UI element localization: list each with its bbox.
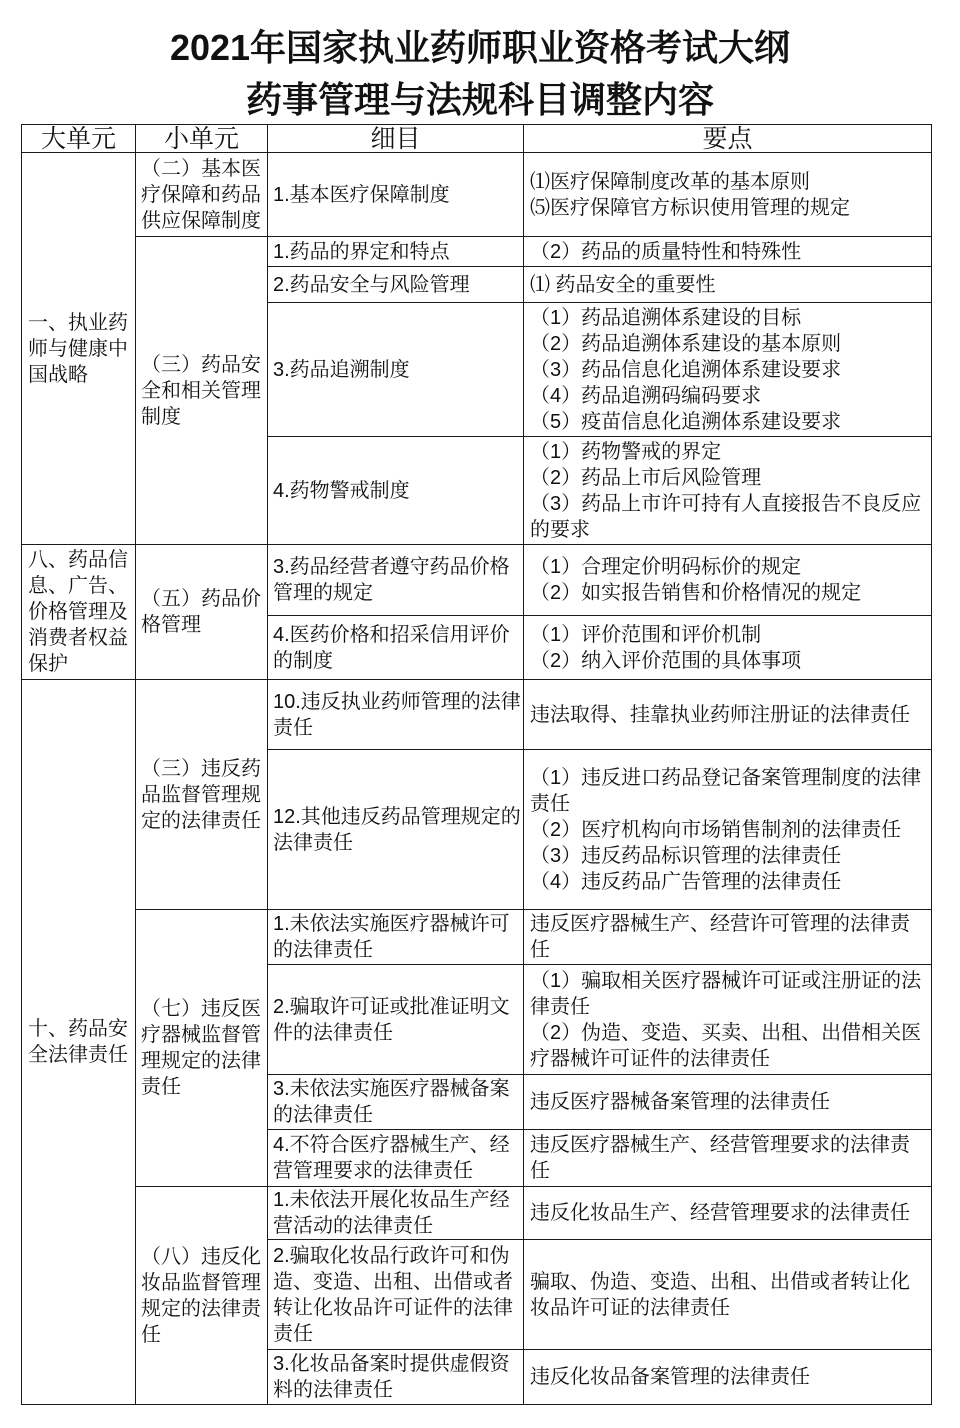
detail-label: 4.不符合医疗器械生产、经营管理要求的法律责任 — [273, 1134, 510, 1182]
point-item: 违反医疗器械生产、经营许可管理的法律责任 — [530, 913, 910, 961]
points-cell — [524, 616, 932, 680]
detail-label: 10.违反执业药师管理的法律责任 — [273, 690, 521, 739]
detail-cell — [268, 267, 524, 303]
detail-cell — [268, 750, 524, 910]
points-cell — [524, 680, 932, 750]
points-cell — [524, 1075, 932, 1130]
point-item: （2）伪造、变造、买卖、出租、出借相关医疗器械许可证件的法律责任 — [530, 1021, 922, 1070]
points-list — [530, 239, 929, 265]
subunit-cell — [136, 237, 268, 545]
title-line-2: 药事管理与法规科目调整内容 — [245, 79, 714, 120]
point-item: （1）评价范围和评价机制 — [530, 623, 762, 646]
detail-cell — [268, 965, 524, 1075]
unit-label: 十、药品安全法律责任 — [28, 1018, 128, 1066]
detail-cell — [268, 153, 524, 237]
detail-cell — [268, 910, 524, 965]
points-list — [530, 554, 929, 606]
point-item: （5）疫苗信息化追溯体系建设要求 — [530, 410, 842, 433]
points-cell — [524, 437, 932, 545]
point-item: （1）合理定价明码标价的规定 — [530, 556, 802, 578]
points-list — [530, 622, 929, 674]
points-list — [530, 702, 929, 728]
detail-label: 4.药物警戒制度 — [273, 479, 410, 502]
point-item: （2）如实报告销售和价格情况的规定 — [530, 582, 862, 604]
detail-label: 2.骗取许可证或批准证明文件的法律责任 — [273, 995, 510, 1044]
points-cell — [524, 267, 932, 303]
detail-cell — [268, 680, 524, 750]
point-item: 骗取、伪造、变造、出租、出借或者转让化妆品许可证的法律责任 — [530, 1270, 910, 1319]
points-cell — [524, 545, 932, 616]
point-item: （2）药品的质量特性和特殊性 — [530, 240, 802, 263]
unit-label: 八、药品信息、广告、价格管理及消费者权益保护 — [28, 549, 128, 675]
point-item: （1）骗取相关医疗器械许可证或注册证的法律责任 — [530, 969, 922, 1018]
point-item: （3）违反药品标识管理的法律责任 — [530, 844, 842, 867]
subunit-label: （七）违反医疗器械监督管理规定的法律责任 — [141, 998, 261, 1098]
detail-label: 1.未依法实施医疗器械许可的法律责任 — [273, 913, 510, 961]
detail-label: 12.其他违反药品管理规定的法律责任 — [273, 805, 521, 854]
points-list — [530, 1200, 929, 1226]
points-list — [530, 305, 929, 435]
detail-label: 2.药品安全与风险管理 — [273, 273, 470, 296]
points-list — [530, 765, 929, 895]
points-list — [530, 272, 929, 298]
detail-cell — [268, 1350, 524, 1405]
detail-label: 1.药品的界定和特点 — [273, 240, 450, 263]
header-subunit: 小单元 — [136, 125, 268, 153]
points-cell — [524, 153, 932, 237]
point-item: （3）药品上市许可持有人直接报告不良反应的要求 — [530, 492, 922, 541]
point-item: 违反化妆品生产、经营管理要求的法律责任 — [530, 1202, 910, 1224]
points-cell — [524, 750, 932, 910]
subunit-label: （五）药品价格管理 — [141, 588, 261, 636]
header-unit: 大单元 — [22, 125, 136, 153]
unit-cell — [22, 680, 136, 1405]
subunit-cell — [136, 153, 268, 237]
points-list — [530, 1364, 929, 1390]
detail-cell — [268, 1075, 524, 1130]
subunit-cell — [136, 910, 268, 1187]
point-item: ⑸医疗保障官方标识使用管理的规定 — [530, 196, 850, 219]
points-list — [530, 911, 929, 963]
points-cell — [524, 237, 932, 267]
points-cell — [524, 1350, 932, 1405]
points-list — [530, 968, 929, 1072]
points-cell — [524, 965, 932, 1075]
detail-cell — [268, 1240, 524, 1350]
point-item: ⑴ 药品安全的重要性 — [530, 273, 716, 296]
subunit-cell — [136, 545, 268, 680]
points-list — [530, 1089, 929, 1115]
points-cell — [524, 1187, 932, 1240]
detail-label: 3.药品追溯制度 — [273, 358, 410, 381]
point-item: 违反医疗器械备案管理的法律责任 — [530, 1091, 830, 1113]
points-cell — [524, 303, 932, 437]
header-detail: 细目 — [268, 125, 524, 153]
subunit-label: （二）基本医疗保障和药品供应保障制度 — [141, 157, 261, 232]
point-item: （2）纳入评价范围的具体事项 — [530, 649, 802, 672]
point-item: （3）药品信息化追溯体系建设要求 — [530, 358, 842, 381]
detail-label: 4.医药价格和招采信用评价的制度 — [273, 623, 510, 672]
detail-label: 2.骗取化妆品行政许可和伪造、变造、出租、出借或者转让化妆品许可证件的法律责任 — [273, 1244, 513, 1345]
detail-label: 3.化妆品备案时提供虚假资料的法律责任 — [273, 1353, 510, 1401]
document-title — [0, 22, 960, 126]
point-item: （1）药品追溯体系建设的目标 — [530, 306, 802, 329]
points-list — [530, 169, 929, 221]
detail-label: 3.未依法实施医疗器械备案的法律责任 — [273, 1078, 510, 1126]
header-points: 要点 — [524, 125, 932, 153]
detail-label: 1.未依法开展化妆品生产经营活动的法律责任 — [273, 1189, 510, 1237]
detail-cell — [268, 545, 524, 616]
point-item: （2）药品上市后风险管理 — [530, 466, 762, 489]
point-item: ⑴医疗保障制度改革的基本原则 — [530, 170, 810, 193]
points-list — [530, 1132, 929, 1184]
points-cell — [524, 910, 932, 965]
subunit-label: （八）违反化妆品监督管理规定的法律责任 — [141, 1245, 261, 1346]
detail-label: 3.药品经营者遵守药品价格管理的规定 — [273, 556, 510, 604]
points-cell — [524, 1240, 932, 1350]
subunit-label: （三）药品安全和相关管理制度 — [141, 353, 261, 428]
detail-cell — [268, 616, 524, 680]
point-item: （4）药品追溯码编码要求 — [530, 384, 762, 407]
detail-cell — [268, 237, 524, 267]
subunit-label: （三）违反药品监督管理规定的法律责任 — [141, 757, 261, 832]
point-item: 违反医疗器械生产、经营管理要求的法律责任 — [530, 1134, 910, 1182]
unit-label: 一、执业药师与健康中国战略 — [28, 311, 128, 386]
detail-cell — [268, 1130, 524, 1187]
point-item: （4）违反药品广告管理的法律责任 — [530, 870, 842, 893]
detail-label: 1.基本医疗保障制度 — [273, 183, 450, 206]
unit-cell — [22, 153, 136, 545]
detail-cell — [268, 1187, 524, 1240]
point-item: （2）医疗机构向市场销售制剂的法律责任 — [530, 818, 902, 841]
point-item: （1）违反进口药品登记备案管理制度的法律责任 — [530, 766, 922, 815]
points-list — [530, 1269, 929, 1321]
detail-cell — [268, 303, 524, 437]
subunit-cell — [136, 1187, 268, 1405]
unit-cell — [22, 545, 136, 680]
subunit-cell — [136, 680, 268, 910]
detail-cell — [268, 437, 524, 545]
title-line-1: 2021年国家执业药师职业资格考试大纲 — [169, 27, 791, 68]
syllabus-table — [21, 124, 932, 1405]
point-item: 违反化妆品备案管理的法律责任 — [530, 1366, 810, 1388]
point-item: 违法取得、挂靠执业药师注册证的法律责任 — [530, 703, 910, 726]
point-item: （1）药物警戒的界定 — [530, 440, 722, 463]
point-item: （2）药品追溯体系建设的基本原则 — [530, 332, 842, 355]
points-cell — [524, 1130, 932, 1187]
points-list — [530, 439, 929, 543]
